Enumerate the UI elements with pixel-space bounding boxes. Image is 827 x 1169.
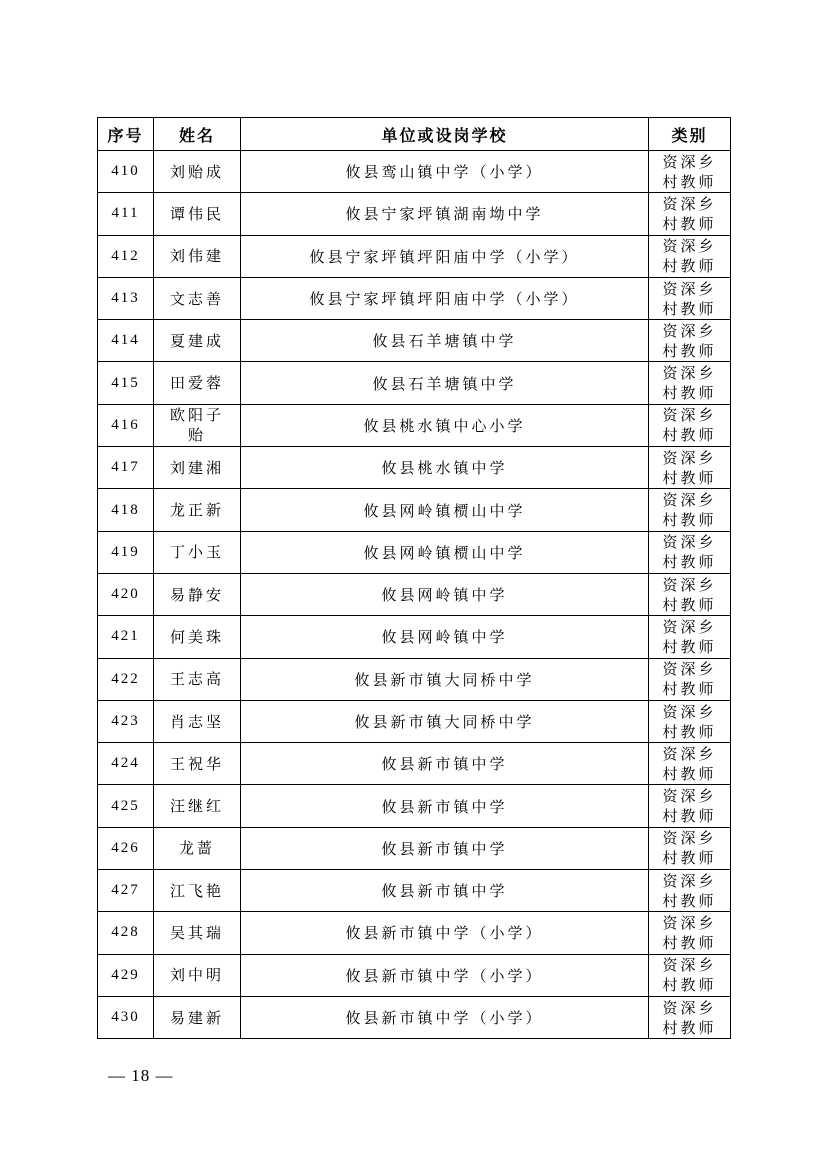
cell-name [154, 827, 241, 869]
cell-category [649, 827, 731, 869]
cell-seq: 413 [98, 277, 154, 319]
cell-category [649, 151, 731, 193]
cell-category-text: 资深乡村教师 [662, 956, 717, 995]
cell-category-text: 资深乡村教师 [662, 871, 717, 910]
cell-name-text: 易静安 [169, 585, 224, 604]
cell-category-text: 资深乡村教师 [662, 152, 717, 191]
cell-name-text: 丁小玉 [169, 543, 224, 562]
cell-category-text: 资深乡村教师 [662, 829, 717, 868]
cell-name [154, 573, 241, 615]
table-row [98, 658, 731, 700]
cell-category-text: 资深乡村教师 [662, 660, 717, 699]
cell-category-text: 资深乡村教师 [662, 448, 717, 487]
table-row [98, 151, 731, 193]
table-row [98, 489, 731, 531]
cell-name [154, 320, 241, 362]
cell-category [649, 531, 731, 573]
cell-seq: 412 [98, 235, 154, 277]
header-school: 单位或设岗学校 [241, 118, 649, 151]
cell-school: 攸县网岭镇中学 [241, 573, 649, 615]
cell-seq: 416 [98, 404, 154, 446]
cell-name [154, 954, 241, 996]
cell-school: 攸县新市镇中学 [241, 785, 649, 827]
cell-category-text: 资深乡村教师 [662, 575, 717, 614]
table-row [98, 277, 731, 319]
cell-category-text: 资深乡村教师 [662, 787, 717, 826]
table-header [98, 118, 731, 151]
cell-school: 攸县新市镇大同桥中学 [241, 658, 649, 700]
cell-category [649, 447, 731, 489]
cell-name [154, 277, 241, 319]
cell-seq: 424 [98, 743, 154, 785]
cell-name-text: 汪继红 [169, 797, 224, 816]
cell-category [649, 954, 731, 996]
cell-name-text: 文志善 [169, 289, 224, 308]
cell-seq: 419 [98, 531, 154, 573]
cell-category-text: 资深乡村教师 [662, 364, 717, 403]
cell-school: 攸县宁家坪镇坪阳庙中学（小学） [241, 277, 649, 319]
cell-category [649, 235, 731, 277]
cell-category-text: 资深乡村教师 [662, 702, 717, 741]
cell-name [154, 912, 241, 954]
table-row [98, 320, 731, 362]
cell-seq: 430 [98, 996, 154, 1038]
cell-school: 攸县新市镇中学 [241, 870, 649, 912]
cell-seq: 418 [98, 489, 154, 531]
cell-category [649, 996, 731, 1038]
cell-seq: 422 [98, 658, 154, 700]
table-row [98, 700, 731, 742]
table-row [98, 531, 731, 573]
table-row [98, 447, 731, 489]
cell-category [649, 616, 731, 658]
cell-school: 攸县新市镇中学 [241, 827, 649, 869]
cell-name-text: 龙蔷 [178, 839, 215, 858]
cell-seq: 423 [98, 700, 154, 742]
cell-category [649, 912, 731, 954]
cell-seq: 415 [98, 362, 154, 404]
cell-name [154, 235, 241, 277]
cell-category [649, 870, 731, 912]
table-row [98, 827, 731, 869]
table-row [98, 573, 731, 615]
table-row [98, 870, 731, 912]
table-row [98, 954, 731, 996]
cell-school: 攸县石羊塘镇中学 [241, 320, 649, 362]
cell-name-text: 欧阳子贻 [169, 406, 224, 445]
cell-category-text: 资深乡村教师 [662, 617, 717, 656]
cell-category [649, 743, 731, 785]
cell-name [154, 489, 241, 531]
table-row [98, 616, 731, 658]
cell-seq: 426 [98, 827, 154, 869]
cell-school: 攸县石羊塘镇中学 [241, 362, 649, 404]
page-number: — 18 — [108, 1066, 174, 1085]
cell-name-text: 夏建成 [169, 331, 224, 350]
cell-category-text: 资深乡村教师 [662, 744, 717, 783]
cell-school: 攸县新市镇大同桥中学 [241, 700, 649, 742]
cell-name-text: 王志高 [169, 670, 224, 689]
cell-name-text: 江飞艳 [169, 881, 224, 900]
table-row [98, 912, 731, 954]
cell-category [649, 404, 731, 446]
cell-category [649, 362, 731, 404]
cell-category [649, 277, 731, 319]
cell-school: 攸县网岭镇槚山中学 [241, 531, 649, 573]
cell-name [154, 531, 241, 573]
cell-name [154, 616, 241, 658]
cell-school: 攸县新市镇中学（小学） [241, 954, 649, 996]
cell-name-text: 肖志坚 [169, 712, 224, 731]
teacher-roster-table [97, 117, 731, 1039]
cell-name-text: 王祝华 [169, 754, 224, 773]
cell-category-text: 资深乡村教师 [662, 533, 717, 572]
cell-name-text: 刘伟建 [169, 247, 224, 266]
cell-name [154, 743, 241, 785]
cell-name-text: 易建新 [169, 1008, 224, 1027]
table-row [98, 404, 731, 446]
cell-name-text: 何美珠 [169, 627, 224, 646]
table-row [98, 785, 731, 827]
cell-name [154, 785, 241, 827]
cell-school: 攸县鸾山镇中学（小学） [241, 151, 649, 193]
cell-name-text: 田爱蓉 [169, 374, 224, 393]
cell-name-text: 刘建湘 [169, 458, 224, 477]
cell-name [154, 658, 241, 700]
cell-seq: 417 [98, 447, 154, 489]
cell-name [154, 362, 241, 404]
cell-school: 攸县桃水镇中学 [241, 447, 649, 489]
cell-category-text: 资深乡村教师 [662, 913, 717, 952]
cell-name-text: 刘中明 [169, 966, 224, 985]
cell-school: 攸县新市镇中学（小学） [241, 996, 649, 1038]
cell-school: 攸县新市镇中学 [241, 743, 649, 785]
cell-category-text: 资深乡村教师 [662, 491, 717, 530]
cell-seq: 427 [98, 870, 154, 912]
cell-name [154, 151, 241, 193]
cell-name [154, 700, 241, 742]
cell-category [649, 573, 731, 615]
cell-name [154, 870, 241, 912]
cell-seq: 410 [98, 151, 154, 193]
cell-category-text: 资深乡村教师 [662, 279, 717, 318]
cell-seq: 425 [98, 785, 154, 827]
cell-name [154, 193, 241, 235]
table-row [98, 193, 731, 235]
cell-category [649, 700, 731, 742]
header-name: 姓名 [154, 118, 241, 151]
cell-name-text: 刘贻成 [169, 162, 224, 181]
cell-seq: 411 [98, 193, 154, 235]
cell-category [649, 489, 731, 531]
cell-name [154, 996, 241, 1038]
cell-seq: 429 [98, 954, 154, 996]
table-row [98, 996, 731, 1038]
cell-school: 攸县宁家坪镇坪阳庙中学（小学） [241, 235, 649, 277]
cell-school: 攸县新市镇中学（小学） [241, 912, 649, 954]
cell-school: 攸县桃水镇中心小学 [241, 404, 649, 446]
cell-category-text: 资深乡村教师 [662, 406, 717, 445]
cell-category [649, 785, 731, 827]
cell-school: 攸县宁家坪镇湖南坳中学 [241, 193, 649, 235]
cell-name-text: 龙正新 [169, 501, 224, 520]
header-row [98, 118, 731, 151]
table-row [98, 235, 731, 277]
table-row [98, 362, 731, 404]
header-seq: 序号 [98, 118, 154, 151]
cell-seq: 420 [98, 573, 154, 615]
header-category: 类别 [649, 118, 731, 151]
cell-school: 攸县网岭镇槚山中学 [241, 489, 649, 531]
cell-category-text: 资深乡村教师 [662, 321, 717, 360]
cell-name [154, 404, 241, 446]
cell-seq: 414 [98, 320, 154, 362]
cell-school: 攸县网岭镇中学 [241, 616, 649, 658]
cell-seq: 421 [98, 616, 154, 658]
table-body [98, 151, 731, 1039]
cell-category-text: 资深乡村教师 [662, 998, 717, 1037]
cell-category-text: 资深乡村教师 [662, 194, 717, 233]
cell-name-text: 吴其瑞 [169, 923, 224, 942]
cell-category [649, 320, 731, 362]
cell-seq: 428 [98, 912, 154, 954]
cell-category [649, 658, 731, 700]
table-row [98, 743, 731, 785]
cell-category-text: 资深乡村教师 [662, 237, 717, 276]
cell-category [649, 193, 731, 235]
cell-name [154, 447, 241, 489]
cell-name-text: 谭伟民 [169, 204, 224, 223]
